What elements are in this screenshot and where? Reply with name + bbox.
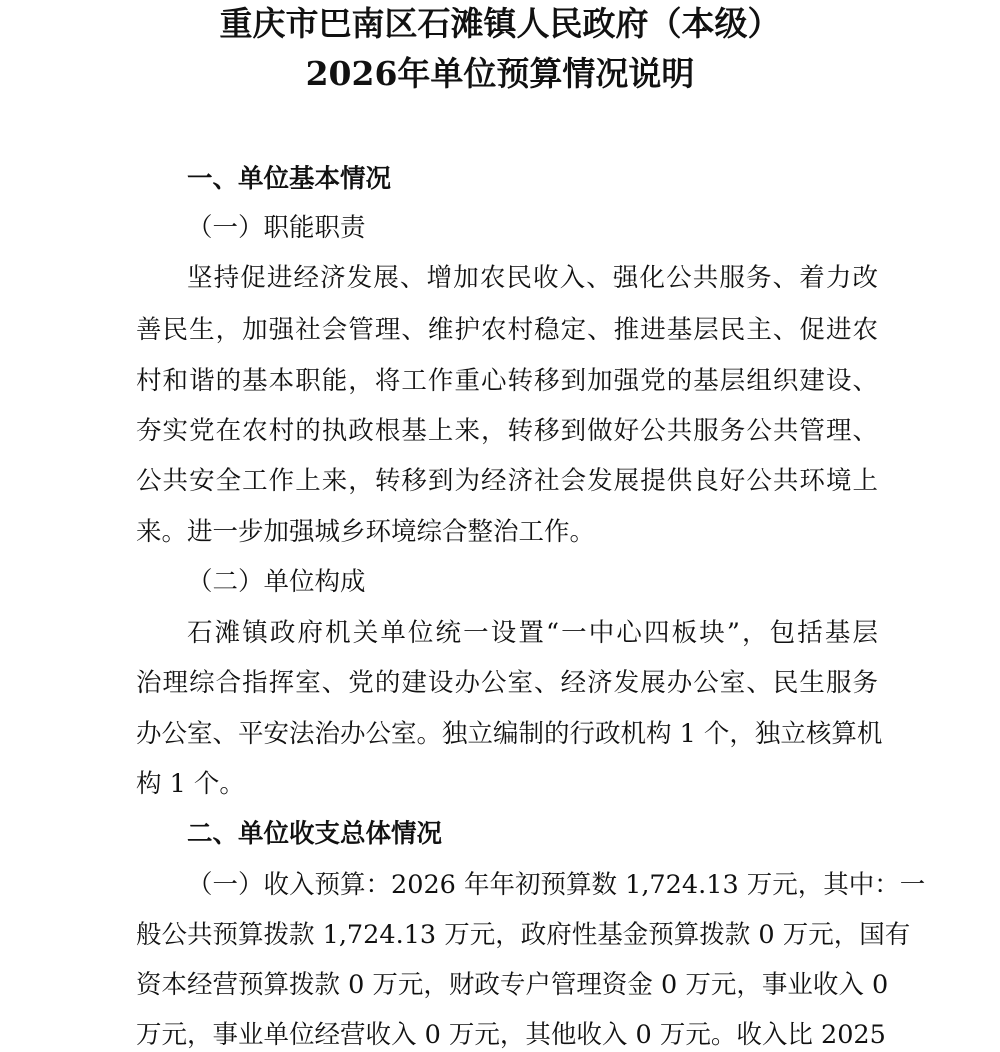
- paragraph-line: 资本经营预算拨款 0 万元，财政专户管理资金 0 万元，事业收入 0: [136, 970, 889, 1000]
- paragraph-line: 公共安全工作上来，转移到为经济社会发展提供良好公共环境上: [136, 466, 878, 496]
- paragraph-line: （一）收入预算：2026 年年初预算数 1,724.13 万元，其中：一: [187, 870, 926, 900]
- document-title-line-2: 2026年单位预算情况说明: [305, 54, 695, 93]
- paragraph-line: 石滩镇政府机关单位统一设置“一中心四板块”，包括基层: [187, 618, 878, 648]
- paragraph-line: 般公共预算拨款 1,724.13 万元，政府性基金预算拨款 0 万元，国有: [136, 920, 911, 950]
- section-heading-budget-overview: 二、单位收支总体情况: [187, 819, 443, 849]
- paragraph-line: 万元，事业单位经营收入 0 万元，其他收入 0 万元。收入比 2025: [136, 1020, 886, 1050]
- paragraph-line: 构 1 个。: [136, 769, 245, 799]
- paragraph-line: 治理综合指挥室、党的建设办公室、经济发展办公室、民生服务: [136, 668, 878, 698]
- subsection-heading-duties: （一）职能职责: [187, 213, 366, 243]
- subsection-heading-composition: （二）单位构成: [187, 567, 366, 597]
- paragraph-line: 办公室、平安法治办公室。独立编制的行政机构 1 个，独立核算机: [136, 719, 883, 749]
- paragraph-line: 坚持促进经济发展、增加农民收入、强化公共服务、着力改: [187, 263, 878, 293]
- section-heading-basic-info: 一、单位基本情况: [187, 164, 392, 194]
- paragraph-line: 夯实党在农村的执政根基上来，转移到做好公共服务公共管理、: [136, 416, 878, 446]
- document-title-line-1: 重庆市巴南区石滩镇人民政府（本级）: [219, 4, 781, 43]
- paragraph-line: 善民生，加强社会管理、维护农村稳定、推进基层民主、促进农: [136, 315, 878, 345]
- paragraph-line: 村和谐的基本职能，将工作重心转移到加强党的基层组织建设、: [136, 366, 878, 396]
- paragraph-line: 来。进一步加强城乡环境综合整治工作。: [136, 517, 596, 547]
